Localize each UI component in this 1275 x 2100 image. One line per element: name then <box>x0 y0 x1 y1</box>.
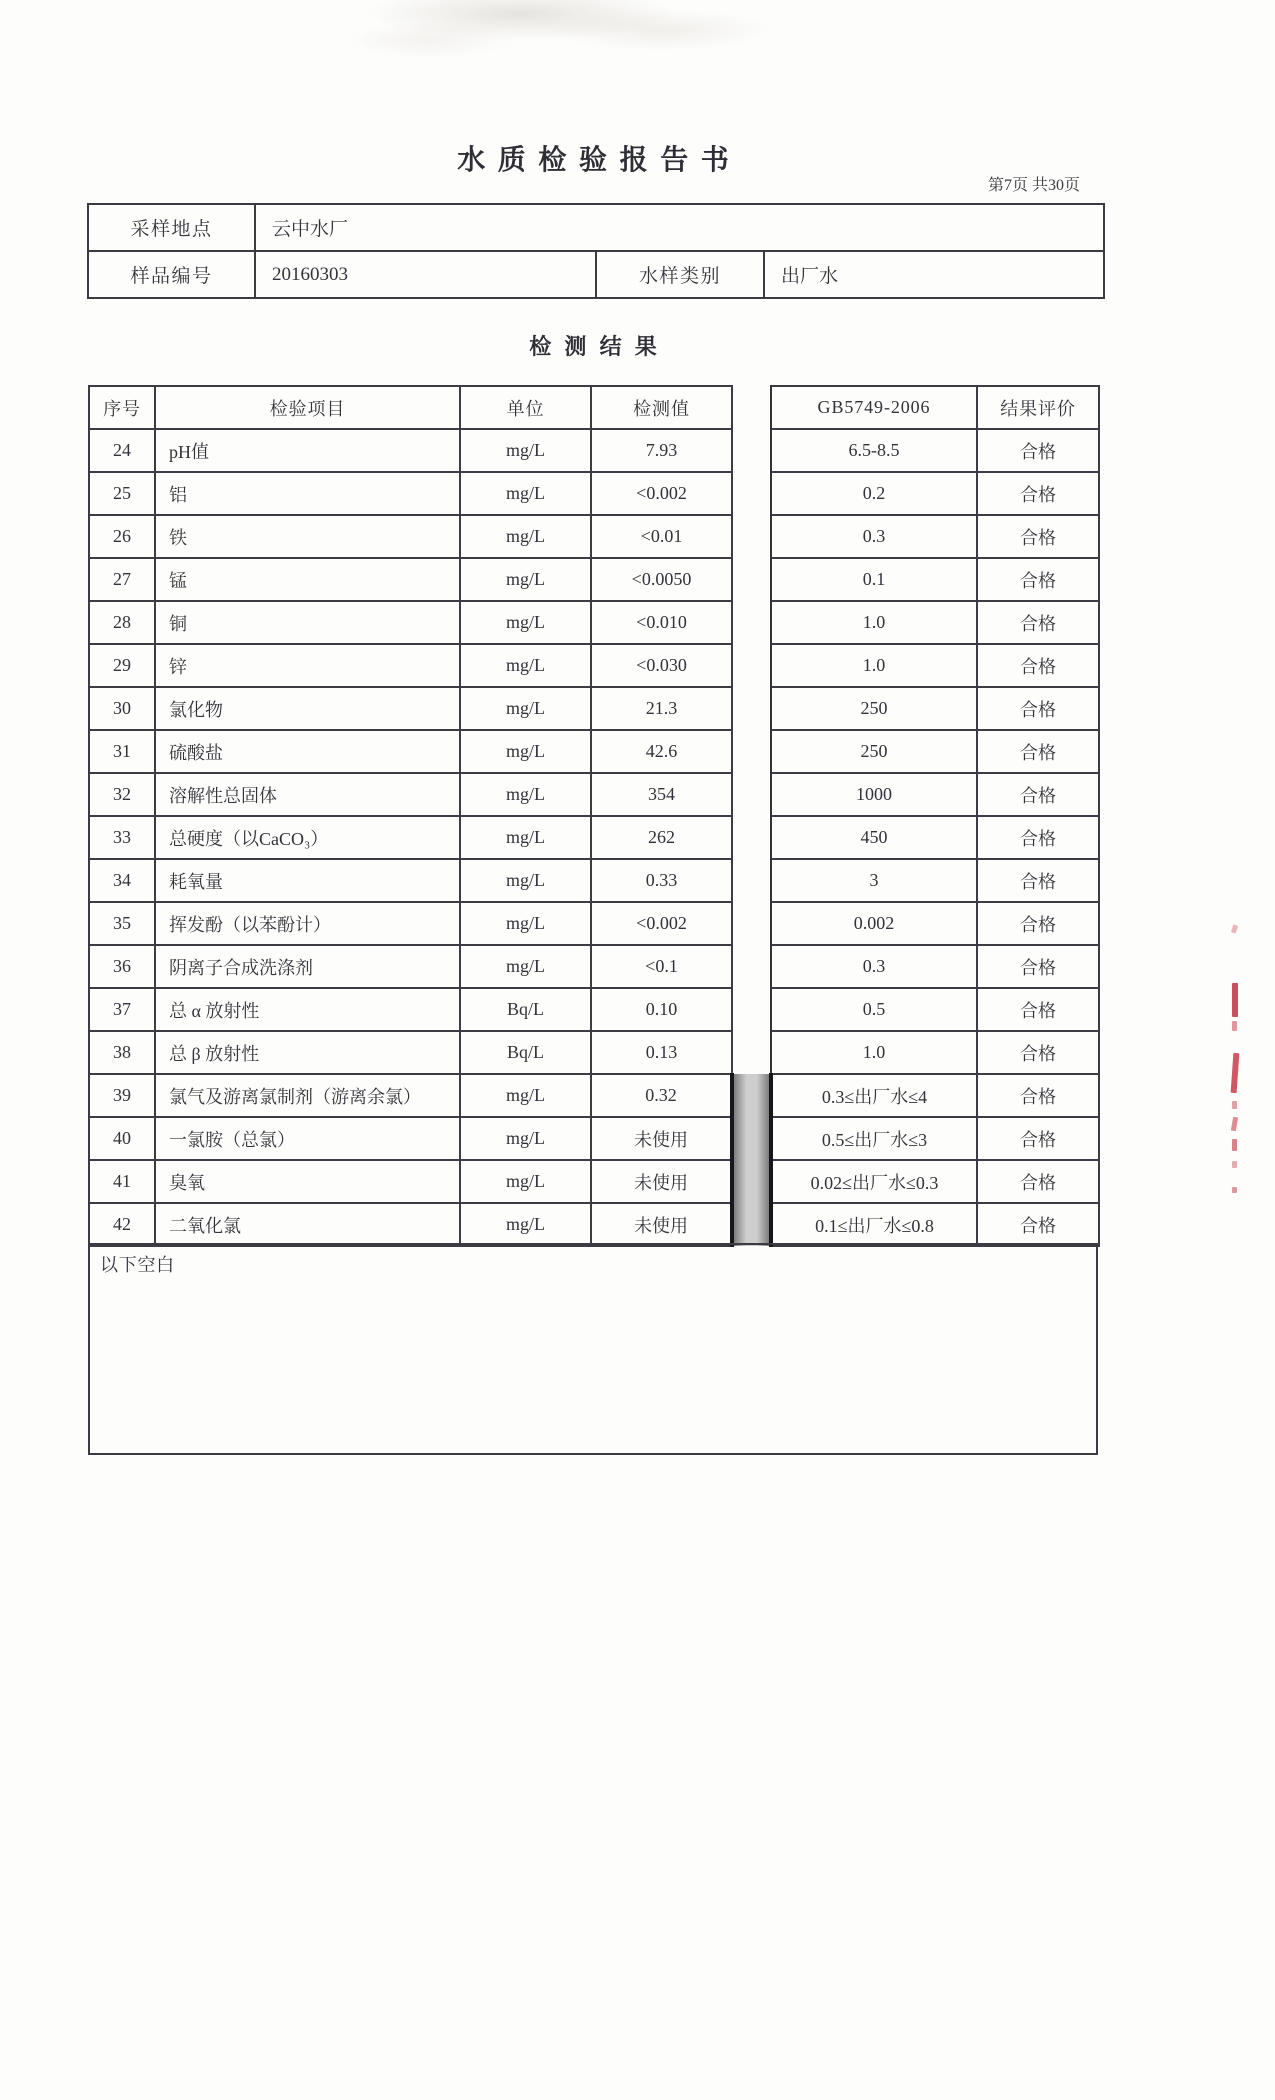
table-row <box>89 1117 1099 1160</box>
row-number-cell: 40 <box>89 1117 155 1160</box>
measured-value-cell: 262 <box>591 816 732 859</box>
measured-value-cell: <0.0050 <box>591 558 732 601</box>
evaluation-cell: 合格 <box>977 902 1099 945</box>
measured-value-cell: <0.030 <box>591 644 732 687</box>
table-row <box>89 859 1099 902</box>
unit-cell: mg/L <box>460 730 591 773</box>
table-gap-cell <box>732 515 771 558</box>
standard-limit-cell: 6.5-8.5 <box>771 429 977 472</box>
table-gap-cell <box>732 1074 771 1117</box>
standard-limit-cell: 0.1 <box>771 558 977 601</box>
standard-limit-cell: 0.2 <box>771 472 977 515</box>
table-row <box>89 601 1099 644</box>
test-item-cell: 铝 <box>155 472 460 515</box>
standard-limit-cell: 0.5 <box>771 988 977 1031</box>
red-bleedthrough-marks <box>1228 925 1242 1195</box>
row-number-cell: 41 <box>89 1160 155 1203</box>
standard-limit-cell: 0.3 <box>771 945 977 988</box>
unit-cell: mg/L <box>460 816 591 859</box>
table-gap-cell <box>732 601 771 644</box>
results-section-title: 检测结果 <box>529 334 670 359</box>
table-gap-cell <box>732 1160 771 1203</box>
measured-value-cell: 0.10 <box>591 988 732 1031</box>
table-row <box>89 1074 1099 1117</box>
table-row <box>89 730 1099 773</box>
unit-cell: mg/L <box>460 1160 591 1203</box>
row-number-cell: 35 <box>89 902 155 945</box>
measured-value-cell: <0.01 <box>591 515 732 558</box>
col-header-evaluation: 结果评价 <box>977 386 1099 429</box>
row-number-cell: 27 <box>89 558 155 601</box>
row-number-cell: 26 <box>89 515 155 558</box>
measured-value-cell: <0.002 <box>591 472 732 515</box>
row-number-cell: 24 <box>89 429 155 472</box>
table-row <box>89 472 1099 515</box>
sample-info-row <box>88 204 1104 251</box>
measured-value-cell: <0.002 <box>591 902 732 945</box>
test-item-cell: 锰 <box>155 558 460 601</box>
standard-limit-cell: 0.5≤出厂水≤3 <box>771 1117 977 1160</box>
table-row <box>89 816 1099 859</box>
standard-limit-cell: 250 <box>771 730 977 773</box>
evaluation-cell: 合格 <box>977 515 1099 558</box>
table-row <box>89 773 1099 816</box>
test-item-cell: 总 β 放射性 <box>155 1031 460 1074</box>
results-table <box>88 385 1100 1247</box>
evaluation-cell: 合格 <box>977 472 1099 515</box>
table-gap-cell <box>732 988 771 1031</box>
standard-limit-cell: 0.1≤出厂水≤0.8 <box>771 1203 977 1246</box>
table-row <box>89 515 1099 558</box>
water-type-value: 出厂水 <box>764 251 1104 298</box>
row-number-cell: 42 <box>89 1203 155 1246</box>
row-number-cell: 28 <box>89 601 155 644</box>
test-item-cell: 二氧化氯 <box>155 1203 460 1246</box>
scan-smudge-artifact <box>0 0 1275 90</box>
evaluation-cell: 合格 <box>977 816 1099 859</box>
row-number-cell: 33 <box>89 816 155 859</box>
test-item-cell: 铜 <box>155 601 460 644</box>
unit-cell: mg/L <box>460 945 591 988</box>
evaluation-cell: 合格 <box>977 773 1099 816</box>
unit-cell: mg/L <box>460 859 591 902</box>
row-number-cell: 39 <box>89 1074 155 1117</box>
sample-number-label: 样品编号 <box>88 251 255 298</box>
standard-limit-cell: 0.002 <box>771 902 977 945</box>
test-item-cell: 总硬度（以CaCO₃） <box>155 816 460 859</box>
evaluation-cell: 合格 <box>977 1203 1099 1246</box>
measured-value-cell: 未使用 <box>591 1160 732 1203</box>
evaluation-cell: 合格 <box>977 859 1099 902</box>
evaluation-cell: 合格 <box>977 429 1099 472</box>
unit-cell: mg/L <box>460 558 591 601</box>
evaluation-cell: 合格 <box>977 1074 1099 1117</box>
measured-value-cell: 42.6 <box>591 730 732 773</box>
measured-value-cell: 未使用 <box>591 1203 732 1246</box>
row-number-cell: 36 <box>89 945 155 988</box>
measured-value-cell: 未使用 <box>591 1117 732 1160</box>
sampling-location-label: 采样地点 <box>88 204 255 251</box>
evaluation-cell: 合格 <box>977 601 1099 644</box>
test-item-cell: 耗氧量 <box>155 859 460 902</box>
evaluation-cell: 合格 <box>977 644 1099 687</box>
table-gap-cell <box>732 1203 771 1246</box>
evaluation-cell: 合格 <box>977 988 1099 1031</box>
unit-cell: Bq/L <box>460 1031 591 1074</box>
unit-cell: Bq/L <box>460 988 591 1031</box>
standard-limit-cell: 450 <box>771 816 977 859</box>
unit-cell: mg/L <box>460 687 591 730</box>
table-row <box>89 429 1099 472</box>
row-number-cell: 34 <box>89 859 155 902</box>
test-item-cell: 臭氧 <box>155 1160 460 1203</box>
table-row <box>89 1160 1099 1203</box>
evaluation-cell: 合格 <box>977 1031 1099 1074</box>
test-item-cell: 一氯胺（总氯） <box>155 1117 460 1160</box>
table-row <box>89 1203 1099 1246</box>
standard-limit-cell: 1.0 <box>771 644 977 687</box>
measured-value-cell: 354 <box>591 773 732 816</box>
table-gap-cell <box>732 730 771 773</box>
blank-note: 以下空白 <box>100 1255 175 1275</box>
blank-remainder-box <box>88 1243 1098 1455</box>
row-number-cell: 29 <box>89 644 155 687</box>
test-item-cell: 氯气及游离氯制剂（游离余氯） <box>155 1074 460 1117</box>
table-gap-cell <box>732 386 771 429</box>
evaluation-cell: 合格 <box>977 687 1099 730</box>
col-header-standard: GB5749-2006 <box>771 386 977 429</box>
standard-limit-cell: 0.3≤出厂水≤4 <box>771 1074 977 1117</box>
unit-cell: mg/L <box>460 601 591 644</box>
results-header-row <box>89 386 1099 429</box>
evaluation-cell: 合格 <box>977 730 1099 773</box>
row-number-cell: 31 <box>89 730 155 773</box>
measured-value-cell: 0.33 <box>591 859 732 902</box>
test-item-cell: 铁 <box>155 515 460 558</box>
standard-limit-cell: 250 <box>771 687 977 730</box>
row-number-cell: 38 <box>89 1031 155 1074</box>
evaluation-cell: 合格 <box>977 558 1099 601</box>
table-row <box>89 558 1099 601</box>
test-item-cell: 挥发酚（以苯酚计） <box>155 902 460 945</box>
col-header-item: 检验项目 <box>155 386 460 429</box>
table-gap-cell <box>732 558 771 601</box>
standard-limit-cell: 0.02≤出厂水≤0.3 <box>771 1160 977 1203</box>
row-number-cell: 32 <box>89 773 155 816</box>
test-item-cell: pH值 <box>155 429 460 472</box>
test-item-cell: 氯化物 <box>155 687 460 730</box>
evaluation-cell: 合格 <box>977 1160 1099 1203</box>
page-indicator: 第7页 共30页 <box>988 177 1081 194</box>
table-gap-cell <box>732 687 771 730</box>
table-row <box>89 902 1099 945</box>
sample-info-table <box>87 203 1105 299</box>
table-gap-cell <box>732 816 771 859</box>
unit-cell: mg/L <box>460 1117 591 1160</box>
col-header-unit: 单位 <box>460 386 591 429</box>
test-item-cell: 总 α 放射性 <box>155 988 460 1031</box>
test-item-cell: 硫酸盐 <box>155 730 460 773</box>
test-item-cell: 阴离子合成洗涤剂 <box>155 945 460 988</box>
table-gap-cell <box>732 945 771 988</box>
unit-cell: mg/L <box>460 515 591 558</box>
standard-limit-cell: 1.0 <box>771 1031 977 1074</box>
test-item-cell: 锌 <box>155 644 460 687</box>
table-gap-cell <box>732 902 771 945</box>
evaluation-cell: 合格 <box>977 945 1099 988</box>
table-gap-cell <box>732 644 771 687</box>
row-number-cell: 30 <box>89 687 155 730</box>
measured-value-cell: 21.3 <box>591 687 732 730</box>
table-row <box>89 988 1099 1031</box>
sample-info-row <box>88 251 1104 298</box>
row-number-cell: 25 <box>89 472 155 515</box>
unit-cell: mg/L <box>460 1203 591 1246</box>
table-gap-cell <box>732 773 771 816</box>
standard-limit-cell: 3 <box>771 859 977 902</box>
evaluation-cell: 合格 <box>977 1117 1099 1160</box>
row-number-cell: 37 <box>89 988 155 1031</box>
standard-limit-cell: 1000 <box>771 773 977 816</box>
unit-cell: mg/L <box>460 472 591 515</box>
table-row <box>89 687 1099 730</box>
measured-value-cell: <0.010 <box>591 601 732 644</box>
unit-cell: mg/L <box>460 773 591 816</box>
standard-limit-cell: 0.3 <box>771 515 977 558</box>
measured-value-cell: <0.1 <box>591 945 732 988</box>
test-item-cell: 溶解性总固体 <box>155 773 460 816</box>
measured-value-cell: 0.32 <box>591 1074 732 1117</box>
table-gap-cell <box>732 859 771 902</box>
table-row <box>89 1031 1099 1074</box>
sampling-location-value: 云中水厂 <box>255 204 1104 251</box>
sample-number-value: 20160303 <box>255 251 596 298</box>
table-gap-cell <box>732 1031 771 1074</box>
table-row <box>89 945 1099 988</box>
unit-cell: mg/L <box>460 902 591 945</box>
col-header-number: 序号 <box>89 386 155 429</box>
measured-value-cell: 0.13 <box>591 1031 732 1074</box>
unit-cell: mg/L <box>460 429 591 472</box>
table-gap-cell <box>732 429 771 472</box>
table-row <box>89 644 1099 687</box>
table-gap-cell <box>732 1117 771 1160</box>
col-header-value: 检测值 <box>591 386 732 429</box>
table-gap-cell <box>732 472 771 515</box>
unit-cell: mg/L <box>460 1074 591 1117</box>
standard-limit-cell: 1.0 <box>771 601 977 644</box>
report-title: 水质检验报告书 <box>457 145 742 176</box>
results-table-body <box>89 429 1099 1246</box>
water-type-label: 水样类别 <box>596 251 764 298</box>
measured-value-cell: 7.93 <box>591 429 732 472</box>
unit-cell: mg/L <box>460 644 591 687</box>
